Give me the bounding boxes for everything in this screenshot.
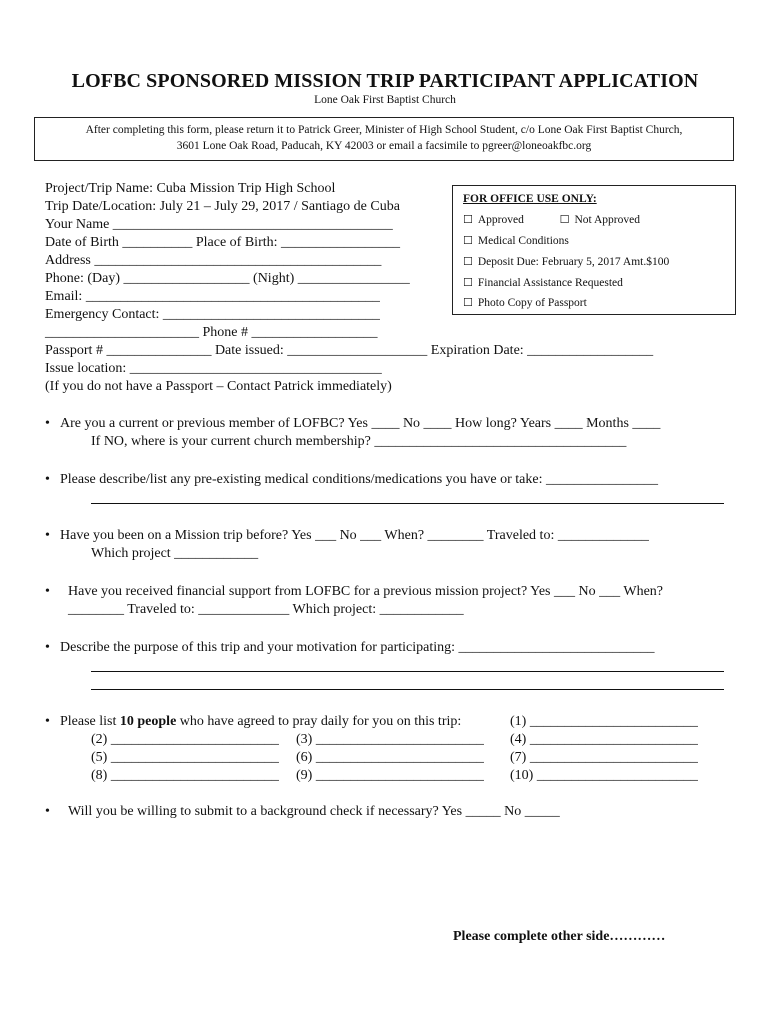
complete-other-side-note: Please complete other side………… xyxy=(453,929,666,944)
prayer-field-7[interactable]: (7) ________________________ xyxy=(510,750,698,765)
passport-copy-label: Photo Copy of Passport xyxy=(477,297,587,309)
deposit-row xyxy=(463,255,669,268)
which-project-field[interactable]: Which project ____________ xyxy=(91,546,259,561)
approved-label: Approved xyxy=(477,214,524,226)
bullet-icon: • xyxy=(45,714,50,729)
office-approval-row xyxy=(463,213,640,226)
prayer-field-8[interactable]: (8) ________________________ xyxy=(91,768,279,783)
passport-field[interactable]: Passport # _______________ Date issued: ____________________ Expiration Date: __________________ xyxy=(45,343,654,358)
emergency-contact-field[interactable]: Emergency Contact: _______________________________ xyxy=(45,307,380,322)
financial-label: Financial Assistance Requested xyxy=(477,277,623,289)
prayer-field-3[interactable]: (3) ________________________ xyxy=(296,732,484,747)
bullet-icon: • xyxy=(45,584,50,599)
trip-date-field: Trip Date/Location: July 21 – July 29, 2017 / Santiago de Cuba xyxy=(45,199,400,214)
prayer-field-2[interactable]: (2) ________________________ xyxy=(91,732,279,747)
prayer-field-1[interactable]: (1) ________________________ xyxy=(510,714,698,729)
bullet-icon: • xyxy=(45,640,50,655)
instructions-line-2: 3601 Lone Oak Road, Paducah, KY 42003 or email a facsimile to pgreer@loneoakfbc.org xyxy=(176,140,592,152)
financial-row xyxy=(463,276,623,289)
bullet-icon: • xyxy=(45,804,50,819)
name-field[interactable]: Your Name ________________________________________ xyxy=(45,217,393,232)
prayer-field-4[interactable]: (4) ________________________ xyxy=(510,732,698,747)
prayer-field-6[interactable]: (6) ________________________ xyxy=(296,750,484,765)
answer-line[interactable] xyxy=(91,503,724,504)
prayer-count: 10 people xyxy=(119,714,177,729)
financial-support-question[interactable]: Have you received financial support from LOFBC for a previous mission project? Yes ___ No ___ When? xyxy=(68,584,664,599)
not-approved-label: Not Approved xyxy=(574,214,640,226)
prayer-field-10[interactable]: (10) _______________________ xyxy=(510,768,698,783)
deposit-checkbox[interactable]: ☐ xyxy=(463,255,473,268)
medical-row xyxy=(463,234,569,247)
email-field[interactable]: Email: __________________________________________ xyxy=(45,289,380,304)
office-use-title: FOR OFFICE USE ONLY: xyxy=(463,193,597,205)
prayer-field-9[interactable]: (9) ________________________ xyxy=(296,768,484,783)
birth-field[interactable]: Date of Birth __________ Place of Birth: _________________ xyxy=(45,235,401,250)
background-check-question[interactable]: Will you be willing to submit to a background check if necessary? Yes _____ No _____ xyxy=(68,804,560,819)
bullet-icon: • xyxy=(45,416,50,431)
prayer-question: Please list 10 people who have agreed to pray daily for you on this trip: xyxy=(60,714,462,729)
address-field[interactable]: Address _________________________________________ xyxy=(45,253,382,268)
not-approved-checkbox[interactable]: ☐ xyxy=(559,213,570,226)
approved-checkbox[interactable]: ☐ xyxy=(463,213,473,226)
answer-line[interactable] xyxy=(91,689,724,690)
medical-checkbox[interactable]: ☐ xyxy=(463,234,473,247)
phone-field[interactable]: Phone: (Day) __________________ (Night) ________________ xyxy=(45,271,410,286)
membership-followup[interactable]: If NO, where is your current church membership? ____________________________________ xyxy=(91,434,627,449)
office-use-box xyxy=(452,185,736,315)
mission-before-question[interactable]: Have you been on a Mission trip before? Yes ___ No ___ When? ________ Traveled to: _____________ xyxy=(60,528,649,543)
financial-support-details[interactable]: ________ Traveled to: _____________ Which project: ____________ xyxy=(68,602,464,617)
form-title: LOFBC SPONSORED MISSION TRIP PARTICIPANT APPLICATION xyxy=(71,70,699,92)
medical-question[interactable]: Please describe/list any pre-existing medical conditions/medications you have or take: ________________ xyxy=(60,472,658,487)
emergency-phone-field[interactable]: ______________________ Phone # __________________ xyxy=(45,325,378,340)
instructions-box xyxy=(34,117,734,161)
issue-location-field[interactable]: Issue location: ____________________________________ xyxy=(45,361,382,376)
passport-note: (If you do not have a Passport – Contact Patrick immediately) xyxy=(45,379,392,394)
passport-copy-row xyxy=(463,296,587,309)
passport-copy-checkbox[interactable]: ☐ xyxy=(463,296,473,309)
prayer-field-5[interactable]: (5) ________________________ xyxy=(91,750,279,765)
medical-label: Medical Conditions xyxy=(477,235,569,247)
financial-checkbox[interactable]: ☐ xyxy=(463,276,473,289)
membership-question[interactable]: Are you a current or previous member of LOFBC? Yes ____ No ____ How long? Years ____ Months ____ xyxy=(60,416,661,431)
deposit-label: Deposit Due: February 5, 2017 Amt.$100 xyxy=(477,256,670,268)
answer-line[interactable] xyxy=(91,671,724,672)
project-name-field: Project/Trip Name: Cuba Mission Trip High School xyxy=(45,181,336,196)
bullet-icon: • xyxy=(45,472,50,487)
church-name: Lone Oak First Baptist Church xyxy=(314,94,456,106)
bullet-icon: • xyxy=(45,528,50,543)
purpose-question[interactable]: Describe the purpose of this trip and your motivation for participating: ____________________________ xyxy=(60,640,655,655)
instructions-line-1: After completing this form, please return it to Patrick Greer, Minister of High School Student, c/o Lone Oak First Baptist Church, xyxy=(85,124,683,136)
